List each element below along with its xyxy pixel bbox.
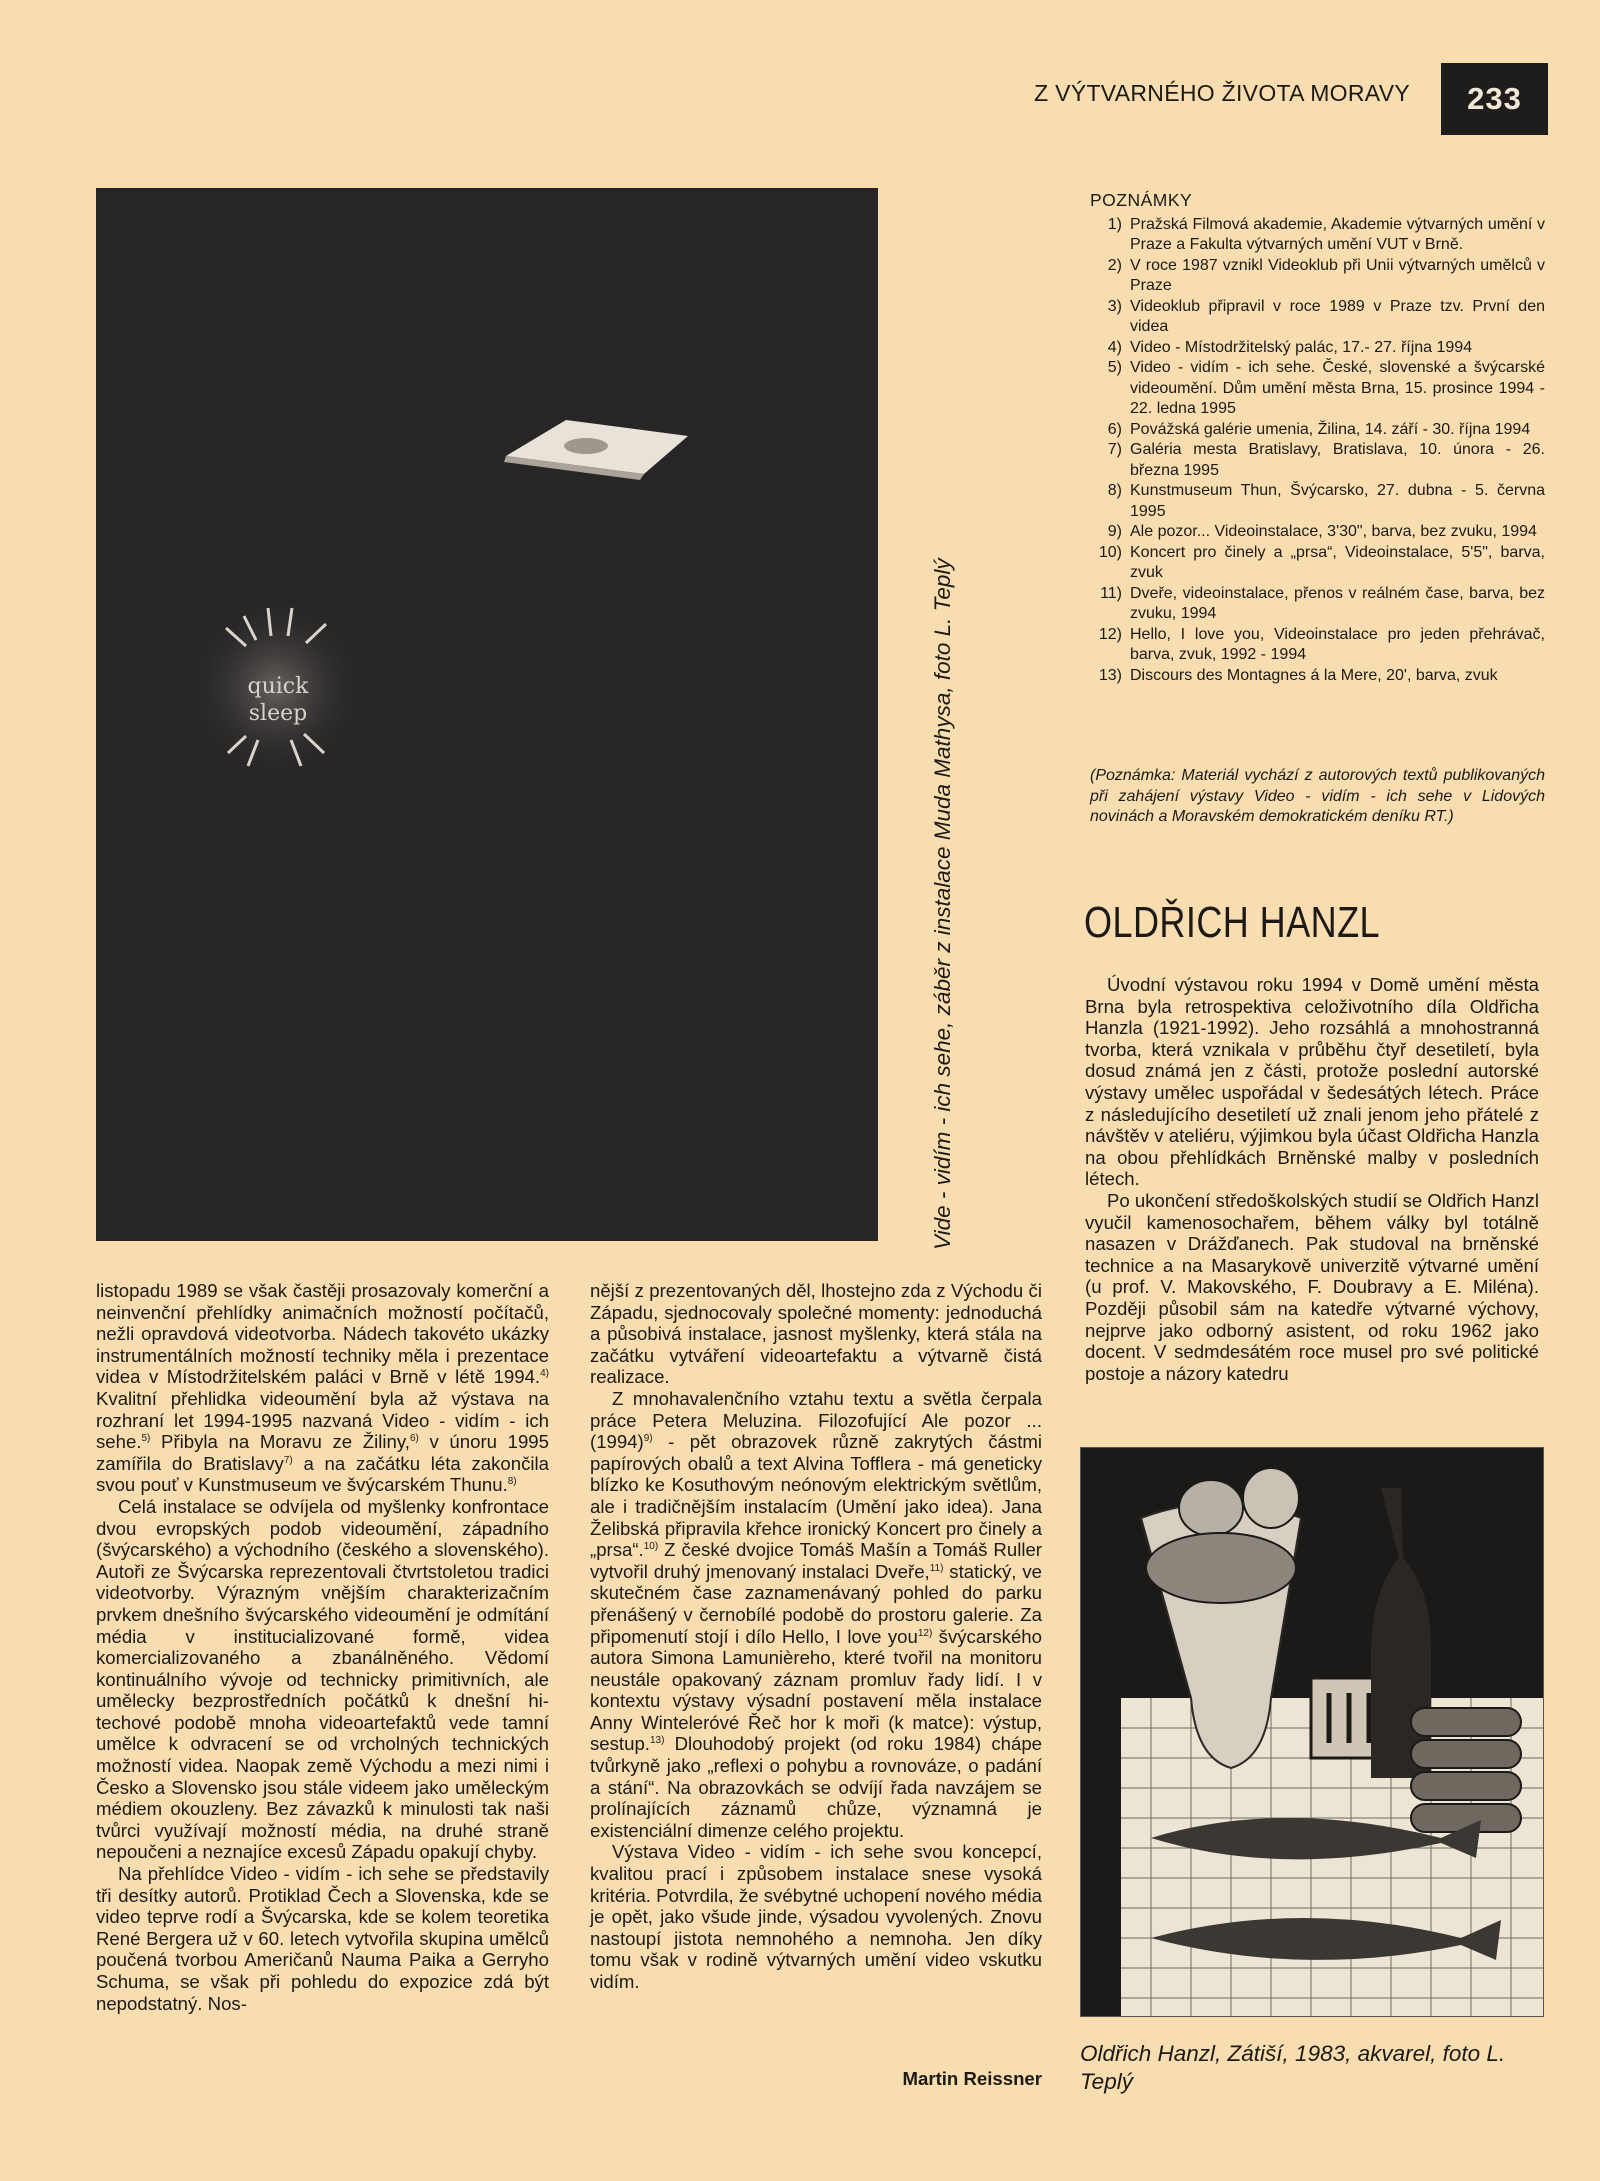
still-life-graphic xyxy=(1081,1448,1543,2016)
footnote-ref: 6) xyxy=(409,1432,419,1444)
sign-text-sleep: sleep xyxy=(248,701,308,726)
paragraph: Po ukončení středoškolských studií se Oldřich Hanzl vyučil kamenosochařem, během války byl totálně nasazen v Drážďanech. Pak studoval na brněnské technice a na Masarykově univerzitě výtvarné umění (u prof. V. Makovského, F. Doubravy a E. Miléna). Později působil sám na katedře výtvarné výchovy, nejprve jako odborný asistent, od roku 1962 jako docent. V sedmdesátém roce musel pro své politické postoje a názory katedru xyxy=(1085,1189,1539,1384)
note-item: 11) Dveře, videoinstalace, přenos v reálném čase, barva, bez zvuku, 1994 xyxy=(1100,584,1545,622)
note-item: 8) Kunstmuseum Thun, Švýcarsko, 27. dubna - 5. června 1995 xyxy=(1107,482,1545,520)
paragraph: Z mnohavalenčního vztahu textu a světla čerpala práce Petera Meluzina. Filozofující Ale pozor ... $(1994)^{9)}$ - pět obrazovek různě zakrytých částmi papírových obalů a text Alvina Tofflera - má geneticky blízko ke Kosuthovým neónovým elektrickým světlům, ale i tradičnějším instalacím (Umění jako idea). Jana Želibská připravila křehce ironický Koncert pro činely a „prsa“.$^{10)}$ Z české dvojice Tomáš Mašín a Tomáš Ruller vytvořil druhý jmenovaný instalaci Dveře,$^{11)}$ statický, ve skutečném čase zaznamenávaný pohled do parku přenášený v černobílé podobě do prostoru galerie. Za připomenutí stojí i dílo Hello, I love you$^{12)}$ švýcarského autora Simona Lamunièreho, které tvořil na monitoru neustále opakovaný záznam promluv řady lidí. I v kontextu výstavy výsadní postavení měla instalace Anny Winteleróvé Řeč hor k moři (k matce): výstup, sestup.$^{13)}$ Dlouhodobý projekt (od roku 1984) chápe tvůrkyně jako „reflexi o pohybu a rovnováze, o padání a stání“. Na obrazovkách se odvíjí řada navzájem se prolínajících záznamů chůze, významná je existenciální dimenze celého projektu. xyxy=(590,1387,1042,1841)
footnote-ref: 10) xyxy=(643,1540,659,1552)
note-item: 13) Discours des Montagnes á la Mere, 20', barva, zvuk xyxy=(1098,666,1498,684)
paragraph: Na přehlídce Video - vidím - ich sehe se představily tři desítky autorů. Protiklad Čech a Slovenska, kde se video teprve rodí a Švýcarska, kde se kolem teoretika René Bergera už v 60. letech vytvořila skupina umělců poučená tvorbou Američanů Nauma Paika a Gerryho Schuma, se však při pohledu do expozice zdá být nepodstatný. Nos- xyxy=(96,1863,549,2014)
paragraph: Celá instalace se odvíjela od myšlenky konfrontace dvou evropských podob videoumění, západního (švýcarského) a východního (českého a slovenského). Autoři ze Švýcarska reprezentovali čtvrtstoletou tradici videotvorby. Výrazným vnějším charakterizačním prvkem dnešního švýcarského videoumění je odmítání média v institucializované formě, videa komercializovaného a zbanálněného. Vědomí kontinuálního vývoje od technicky primitivních, ale umělecky bezprostředních počátků k dnešní hi-techové podobě mnoha videoartefaktů vede tamní umělce k odvracení se od vrcholných technických možností videa. Naopak země Východu a mezi nimi i Česko a Slovensko jsou stále videem jako uměleckým médiem okouzleny. Bez závazků k minulosti tak naši tvůrci využívají možností média, na druhé straně nepoučeni a neznajíce excesů Západu opakují chyby. xyxy=(96,1495,549,1863)
note-item: 2) V roce 1987 vznikl Videoklub při Unii výtvarných umělců v Praze xyxy=(1107,256,1545,294)
notes-remark: (Poznámka: Materiál vychází z autorových textů publikovaných při zahájení výstavy Video - vidím - ich sehe v Lidových novinách a Moravském demokratickém deníku RT.) xyxy=(1090,767,1545,825)
notes-section xyxy=(1090,190,1545,686)
footnote-ref: 11) xyxy=(929,1562,944,1574)
note-item: 6) Povážská galérie umenia, Žilina, 14. září - 30. října 1994 xyxy=(1107,420,1531,438)
notes-title: POZNÁMKY xyxy=(1090,190,1193,210)
page-number: 233 xyxy=(1441,63,1548,135)
note-item: 3) Videoklub připravil v roce 1989 v Praze tzv. První den videa xyxy=(1107,297,1545,335)
notes-list xyxy=(1090,215,1545,687)
photo1-caption: Vide - vidím - ich sehe, záběr z instalace Muda Mathysa, foto L. Teplý xyxy=(930,558,955,1250)
footnote-ref: 5) xyxy=(141,1432,151,1444)
installation-photo xyxy=(96,188,878,1241)
note-item: 10) Koncert pro činely a „prsa“, Videoinstalace, 5'5", barva, zvuk xyxy=(1098,543,1545,581)
sign-text-quick: quick xyxy=(247,674,309,699)
author-signature: Martin Reissner xyxy=(902,2068,1042,2089)
paragraph: Výstava Video - vidím - ich sehe svou koncepcí, kvalitou prací i způsobem instalace snese vysoká kritéria. Potvrdila, že svébytné uchopení nového média je opět, jako všude jinde, výsadou vyvolených. Znovu nastoupí jistota nemnohého a nemnoha. Jen díky tomu však v rodině výtvarných umění video vskutku vidím. xyxy=(590,1841,1042,1992)
footnote-ref: 7) xyxy=(283,1454,293,1466)
note-item: 4) Video - Místodržitelský palác, 17.- 27. října 1994 xyxy=(1107,338,1473,356)
footnote-ref: 9) xyxy=(643,1432,653,1444)
still-life-photo xyxy=(1080,1447,1544,2017)
paragraph: listopadu 1989 se však častěji prosazovaly komerční a neinvenční přehlídky animačních možností počítačů, nežli opravdová videotvorba. Nádech takovéto ukázky instrumentálních možností techniky měla i prezentace videa v Místodržitelském paláci v Brně v létě 1994.$^{4)}$ Kvalitní přehlidka videoumění byla až výstava na rozhraní let 1994-1995 nazvaná Video - vidím - ich sehe.$^{5)}$ Přibyla na Moravu ze Žiliny,$^{6)}$ v únoru 1995 zamířila do Bratislavy$^{7)}$ a na začátku léta zakončila svou pouť v Kunstmuseum ve švýcarském Thunu.$^{8)}$ xyxy=(96,1280,549,1496)
footnote-ref: 4) xyxy=(540,1368,549,1380)
footnote-ref: 8) xyxy=(507,1476,517,1488)
running-title: Z VÝTVARNÉHO ŽIVOTA MORAVY xyxy=(1034,80,1410,106)
hanzl-article-column xyxy=(1085,974,1539,1384)
article-column-left xyxy=(96,1280,549,2014)
note-item: 7) Galéria mesta Bratislavy, Bratislava, 10. února - 26. března 1995 xyxy=(1107,441,1545,479)
still-life-caption: Oldřich Hanzl, Zátiší, 1983, akvarel, foto L. Teplý xyxy=(1080,2041,1506,2094)
installation-photo-graphic xyxy=(96,188,878,1241)
note-item: 9) Ale pozor... Videoinstalace, 3'30", barva, bez zvuku, 1994 xyxy=(1107,523,1537,540)
note-item: 12) Hello, I love you, Videoinstalace pro jeden přehrávač, barva, zvuk, 1992 - 1994 xyxy=(1098,625,1545,663)
note-item: 1) Pražská Filmová akademie, Akademie výtvarných umění v Praze a Fakulta výtvarných umění VUT v Brně. xyxy=(1107,215,1545,253)
note-item: 5) Video - vidím - ich sehe. České, slovenské a švýcarské videoumění. Dům umění města Brna, 15. prosince 1994 - 22. ledna 1995 xyxy=(1107,359,1545,417)
paragraph: Úvodní výstavou roku 1994 v Domě umění města Brna byla retrospektiva celoživotního díla Oldřicha Hanzla (1921-1992). Jeho rozsáhlá a mnohostranná tvorba, která vznikala v průběhu čtyř desetiletí, byla dosud známá jen z části, protože poslední autorské výstavy umělec uspořádal v šedesátých létech. Práce z následujícího desetiletí už znali jenom jeho přátelé z návštěv v ateliéru, výjimkou byla účast Oldřicha Hanzla na obou přehlídkách Brněnské malby v posledních létech. xyxy=(1085,974,1539,1190)
article-column-middle xyxy=(590,1280,1042,1993)
footnote-ref: 12) xyxy=(917,1627,933,1639)
footnote-ref: 13) xyxy=(649,1735,665,1747)
section-heading-hanzl: OLDŘICH HANZL xyxy=(1084,898,1381,947)
paragraph: nější z prezentovaných děl, lhostejno zda z Východu či Západu, sjednocovaly společné momenty: jednoduchá a působivá instalace, jasnost myšlenky, která stála na začátku vytváření videoartefaktu a výtvarně čistá realizace. xyxy=(590,1280,1042,1388)
